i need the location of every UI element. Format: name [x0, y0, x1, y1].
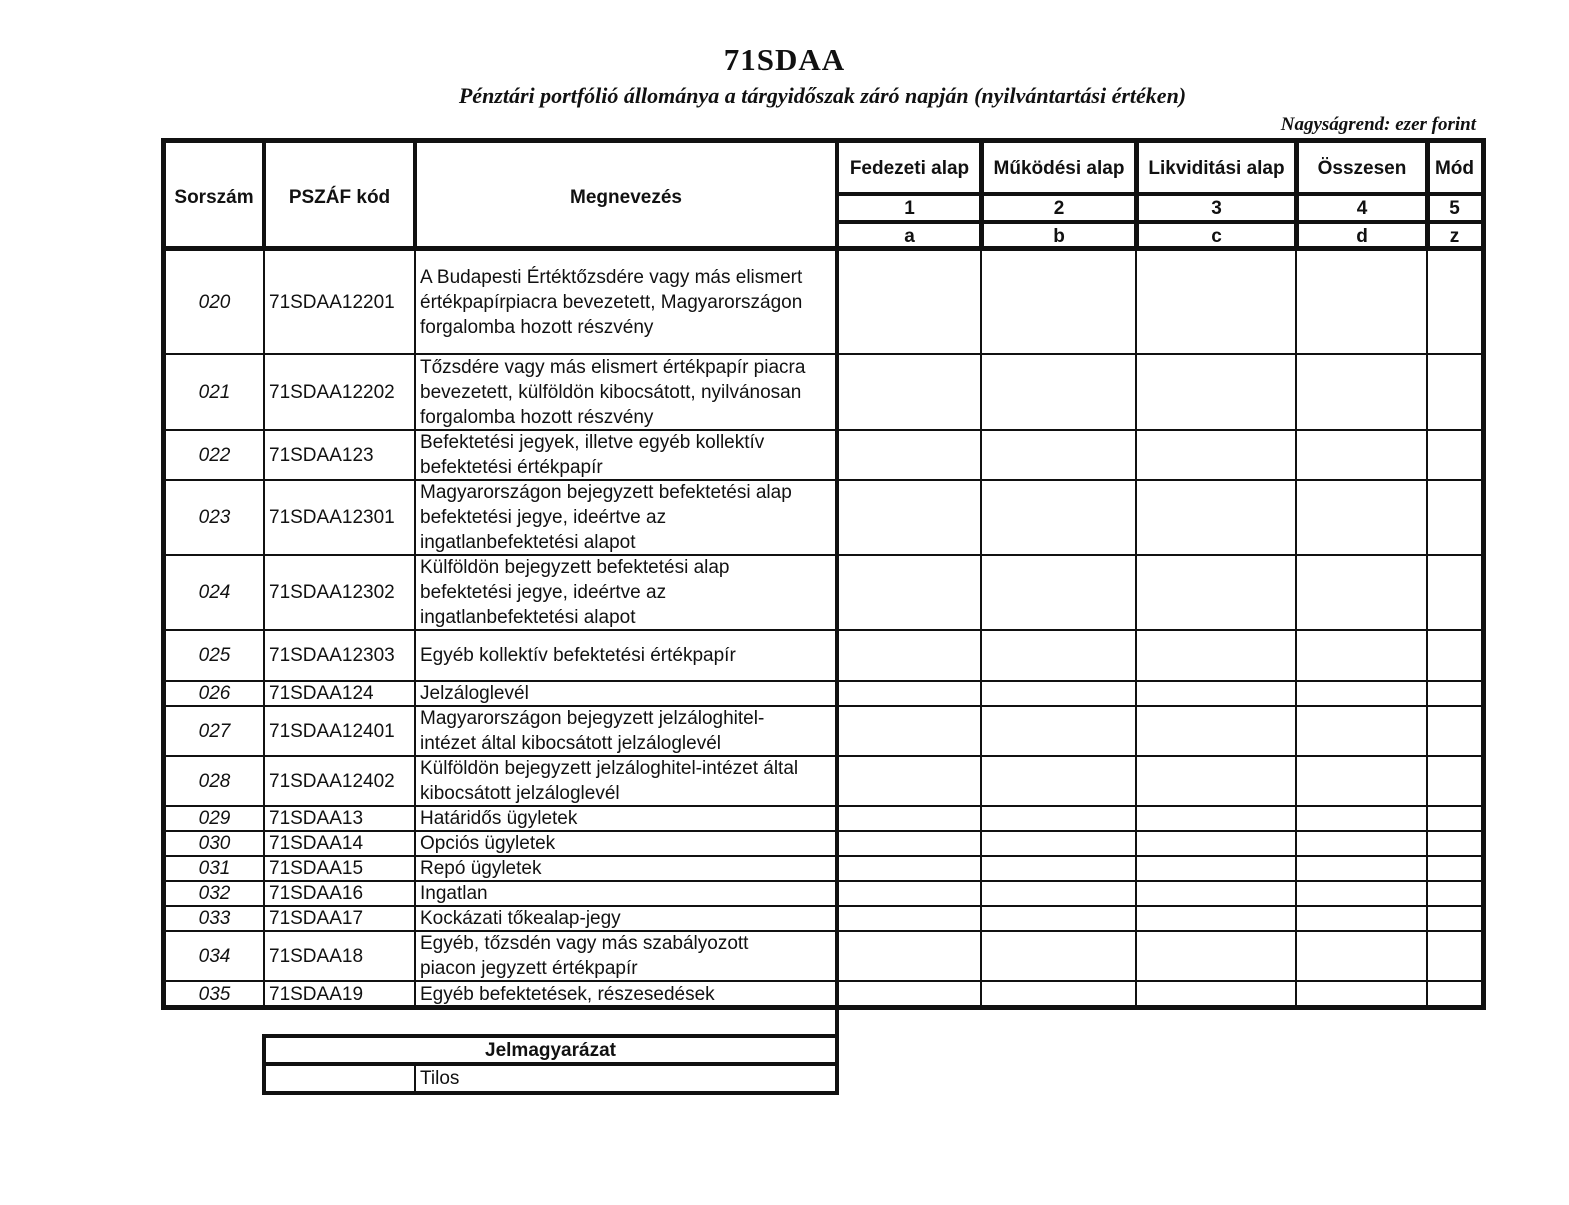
- row-sorszam: 020: [198, 291, 231, 313]
- row-megnevezes-line: Magyarországon bejegyzett befektetési alap: [420, 482, 792, 503]
- row-sorszam: 035: [198, 984, 231, 1005]
- legend-bottom-line: [262, 1091, 839, 1095]
- row-megnevezes-line: bevezetett, külföldön kibocsátott, nyilvánosan: [420, 381, 802, 403]
- unit-note: Nagyságrend: ezer forint: [1280, 114, 1476, 135]
- row-sorszam: 031: [198, 858, 231, 879]
- header-mukodesi: Működési alap: [993, 157, 1125, 179]
- row-sorszam: 030: [198, 833, 231, 854]
- row-megnevezes-line: Befektetési jegyek, illetve egyéb kollektív: [420, 432, 765, 453]
- header-fedezeti-number: 1: [904, 197, 915, 219]
- row-pszaf-kod: 71SDAA12202: [269, 381, 395, 403]
- legend-title: Jelmagyarázat: [485, 1039, 616, 1061]
- row-pszaf-kod: 71SDAA12302: [269, 582, 395, 603]
- row-sorszam: 025: [198, 645, 231, 666]
- header-megnevezes: Megnevezés: [570, 186, 682, 208]
- row-sorszam: 023: [198, 507, 231, 528]
- row-megnevezes: [416, 932, 835, 980]
- row-megnevezes-line: Egyéb befektetések, részesedések: [420, 984, 715, 1005]
- row-megnevezes: [416, 556, 835, 629]
- row-sorszam: 022: [198, 444, 231, 466]
- row-megnevezes: [416, 907, 835, 930]
- row-pszaf-kod: 71SDAA12402: [269, 770, 395, 792]
- row-megnevezes-line: forgalomba hozott részvény: [420, 316, 654, 338]
- row-megnevezes: [416, 431, 835, 479]
- header-likviditasi-letter: c: [1211, 225, 1222, 247]
- header-mod-number: 5: [1449, 197, 1460, 219]
- row-megnevezes-line: befektetési jegye, ideértve az: [420, 507, 667, 528]
- row-megnevezes-line: piacon jegyzett értékpapír: [420, 958, 638, 979]
- row-pszaf-kod: 71SDAA123: [269, 444, 374, 466]
- header-osszesen-letter: d: [1356, 225, 1368, 247]
- row-megnevezes-line: kibocsátott jelzáloglevél: [420, 783, 620, 804]
- row-pszaf-kod: 71SDAA12401: [269, 720, 395, 742]
- row-pszaf-kod: 71SDAA13: [269, 808, 364, 829]
- row-megnevezes-line: Egyéb kollektív befektetési értékpapír: [420, 645, 736, 666]
- row-megnevezes: [416, 807, 835, 830]
- row-sorszam: 028: [198, 770, 231, 792]
- row-megnevezes: [416, 882, 835, 905]
- row-megnevezes: [416, 682, 835, 705]
- header-mod: Mód: [1434, 157, 1475, 179]
- header-likviditasi: Likviditási alap: [1148, 157, 1285, 179]
- row-megnevezes-line: Jelzáloglevél: [420, 683, 529, 704]
- row-megnevezes-line: Külföldön bejegyzett befektetési alap: [420, 557, 730, 578]
- row-megnevezes-line: ingatlanbefektetési alapot: [420, 607, 636, 628]
- row-sorszam: 029: [198, 808, 231, 829]
- row-sorszam: 024: [198, 582, 231, 603]
- row-megnevezes: [416, 857, 835, 880]
- row-megnevezes-line: Határidős ügyletek: [420, 808, 578, 829]
- row-megnevezes-line: befektetési értékpapír: [420, 457, 603, 478]
- row-pszaf-kod: 71SDAA12301: [269, 507, 395, 528]
- row-sorszam: 026: [198, 683, 231, 704]
- row-pszaf-kod: 71SDAA19: [269, 984, 364, 1005]
- row-megnevezes: [416, 355, 835, 429]
- row-megnevezes-line: forgalomba hozott részvény: [420, 406, 654, 428]
- row-pszaf-kod: 71SDAA17: [269, 908, 364, 929]
- legend-item-label: Tilos: [420, 1068, 460, 1089]
- row-pszaf-kod: 71SDAA18: [269, 945, 364, 967]
- row-pszaf-kod: 71SDAA124: [269, 683, 374, 704]
- row-pszaf-kod: 71SDAA12201: [269, 291, 395, 313]
- row-megnevezes-line: Kockázati tőkealap-jegy: [420, 908, 621, 929]
- header-osszesen: Összesen: [1317, 157, 1407, 179]
- row-megnevezes-line: Opciós ügyletek: [420, 833, 556, 854]
- row-megnevezes: [416, 481, 835, 554]
- header-fedezeti-letter: a: [904, 225, 915, 247]
- page-subtitle: Pénztári portfólió állománya a tárgyidőszak záró napján (nyilvántartási értéken): [458, 83, 1187, 108]
- row-megnevezes-line: Repó ügyletek: [420, 858, 542, 879]
- row-sorszam: 034: [198, 945, 231, 967]
- row-megnevezes-line: Tőzsdére vagy más elismert értékpapír piacra: [420, 356, 806, 378]
- header-mukodesi-number: 2: [1053, 197, 1065, 219]
- row-megnevezes: [416, 707, 835, 755]
- row-pszaf-kod: 71SDAA12303: [269, 645, 395, 666]
- row-megnevezes-line: Külföldön bejegyzett jelzáloghitel-intézet által: [420, 758, 799, 779]
- row-megnevezes-line: intézet által kibocsátott jelzáloglevél: [420, 733, 722, 754]
- legend-connector-line: [835, 1008, 839, 1095]
- row-megnevezes-line: értékpapírpiacra bevezetett, Magyarországon: [420, 291, 803, 313]
- row-megnevezes-line: Ingatlan: [420, 883, 488, 904]
- header-mod-letter: z: [1449, 225, 1460, 247]
- row-megnevezes-line: ingatlanbefektetési alapot: [420, 532, 636, 553]
- header-pszaf-kod: PSZÁF kód: [288, 186, 391, 208]
- row-sorszam: 027: [198, 720, 231, 742]
- row-sorszam: 021: [198, 381, 231, 403]
- row-pszaf-kod: 71SDAA16: [269, 883, 364, 904]
- header-osszesen-number: 4: [1356, 197, 1368, 219]
- page-title: 71SDAA: [723, 42, 846, 77]
- row-megnevezes: [416, 631, 835, 680]
- row-sorszam: 032: [198, 883, 231, 904]
- row-megnevezes-line: Magyarországon bejegyzett jelzáloghitel-: [420, 708, 765, 729]
- row-megnevezes: [416, 832, 835, 855]
- row-pszaf-kod: 71SDAA15: [269, 858, 364, 879]
- row-megnevezes-line: A Budapesti Értéktőzsdére vagy más elismert: [420, 266, 803, 288]
- header-likviditasi-number: 3: [1211, 197, 1222, 219]
- row-megnevezes: [416, 757, 835, 805]
- row-megnevezes: [416, 982, 835, 1007]
- header-fedezeti: Fedezeti alap: [849, 157, 970, 179]
- row-megnevezes: [416, 251, 835, 353]
- header-sorszam: Sorszám: [174, 186, 254, 208]
- row-sorszam: 033: [198, 908, 231, 929]
- header-mukodesi-letter: b: [1053, 225, 1065, 247]
- row-megnevezes-line: befektetési jegye, ideértve az: [420, 582, 667, 603]
- row-megnevezes-line: Egyéb, tőzsdén vagy más szabályozott: [420, 933, 749, 954]
- row-pszaf-kod: 71SDAA14: [269, 833, 364, 854]
